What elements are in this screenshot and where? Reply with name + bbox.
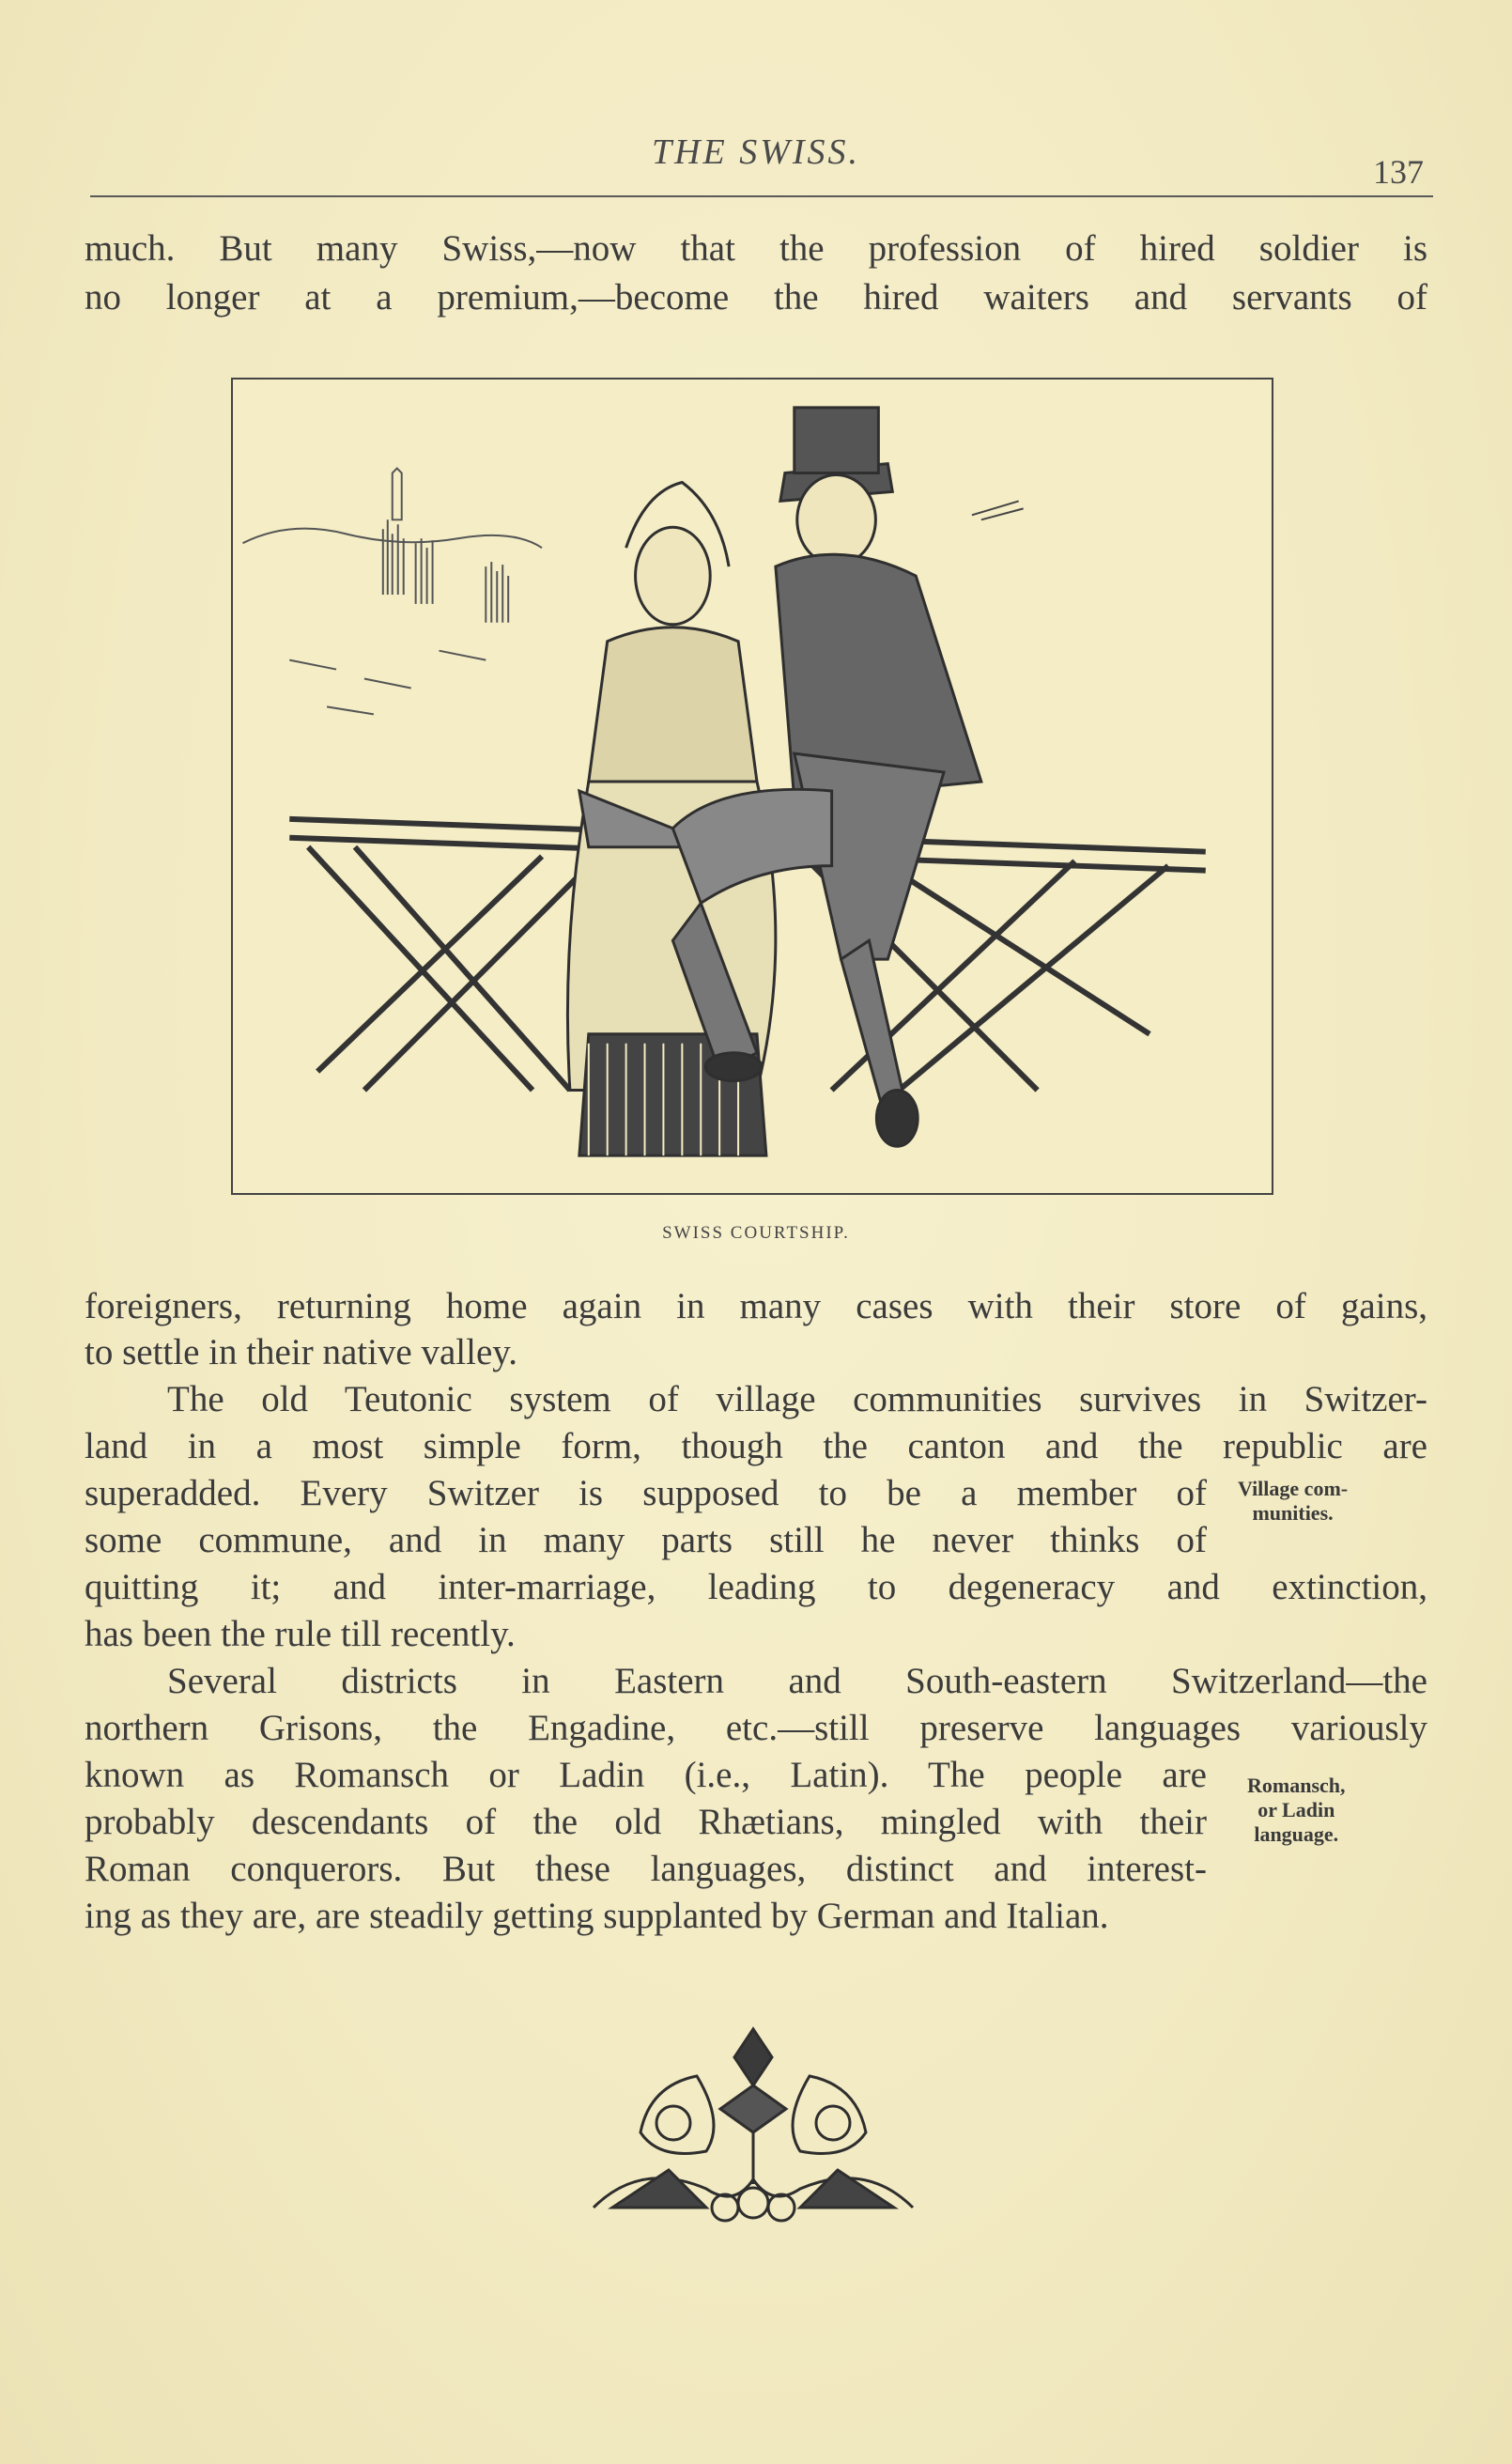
sidenote-line: Romansch,: [1247, 1774, 1346, 1797]
text-line: Several districts in Eastern and South-eastern Switzerland—the: [167, 1661, 1427, 1701]
text-line: quitting it; and inter-marriage, leading to degeneracy and extinction,: [85, 1567, 1427, 1607]
sidenote-line: munities.: [1252, 1501, 1334, 1525]
text-line: Roman conquerors. But these languages, distinct and interest-: [85, 1849, 1207, 1889]
running-title: THE SWISS.: [651, 132, 861, 172]
text-line: known as Romansch or Ladin (i.e., Latin). The people are: [85, 1755, 1207, 1795]
text-line: land in a most simple form, though the canton and the republic are: [85, 1426, 1427, 1466]
text-line: no longer at a premium,—become the hired waiters and servants of: [85, 277, 1427, 318]
text-line: The old Teutonic system of village communities survives in Switzer-: [167, 1379, 1427, 1419]
sidenote-line: Village com-: [1238, 1477, 1349, 1500]
sidenote-romansch: [1247, 1774, 1346, 1847]
tailpiece-ornament-icon: [584, 2020, 922, 2236]
text-line: northern Grisons, the Engadine, etc.—still preserve languages variously: [85, 1708, 1427, 1748]
swiss-courtship-engraving: [233, 380, 1272, 1193]
text-line: ing as they are, are steadily getting supplanted by German and Italian.: [85, 1896, 1109, 1936]
text-line: to settle in their native valley.: [85, 1332, 517, 1372]
text-line: probably descendants of the old Rhætians, mingled with their: [85, 1802, 1207, 1842]
text-line: foreigners, returning home again in many cases with their store of gains,: [85, 1286, 1427, 1326]
sidenote-line: language.: [1254, 1822, 1339, 1846]
page-number: 137: [1373, 153, 1424, 191]
text-line: much. But many Swiss,—now that the profession of hired soldier is: [85, 228, 1427, 269]
sidenote-village-communities: [1238, 1477, 1348, 1526]
figure-caption: SWISS COURTSHIP.: [662, 1223, 850, 1243]
text-line: has been the rule till recently.: [85, 1614, 516, 1654]
engraving-illustration: [231, 378, 1273, 1195]
text-line: superadded. Every Switzer is supposed to be a member of: [85, 1473, 1207, 1513]
header-rule: [90, 195, 1433, 197]
text-line: some commune, and in many parts still he never thinks of: [85, 1520, 1207, 1560]
sidenote-line: or Ladin: [1257, 1798, 1335, 1821]
